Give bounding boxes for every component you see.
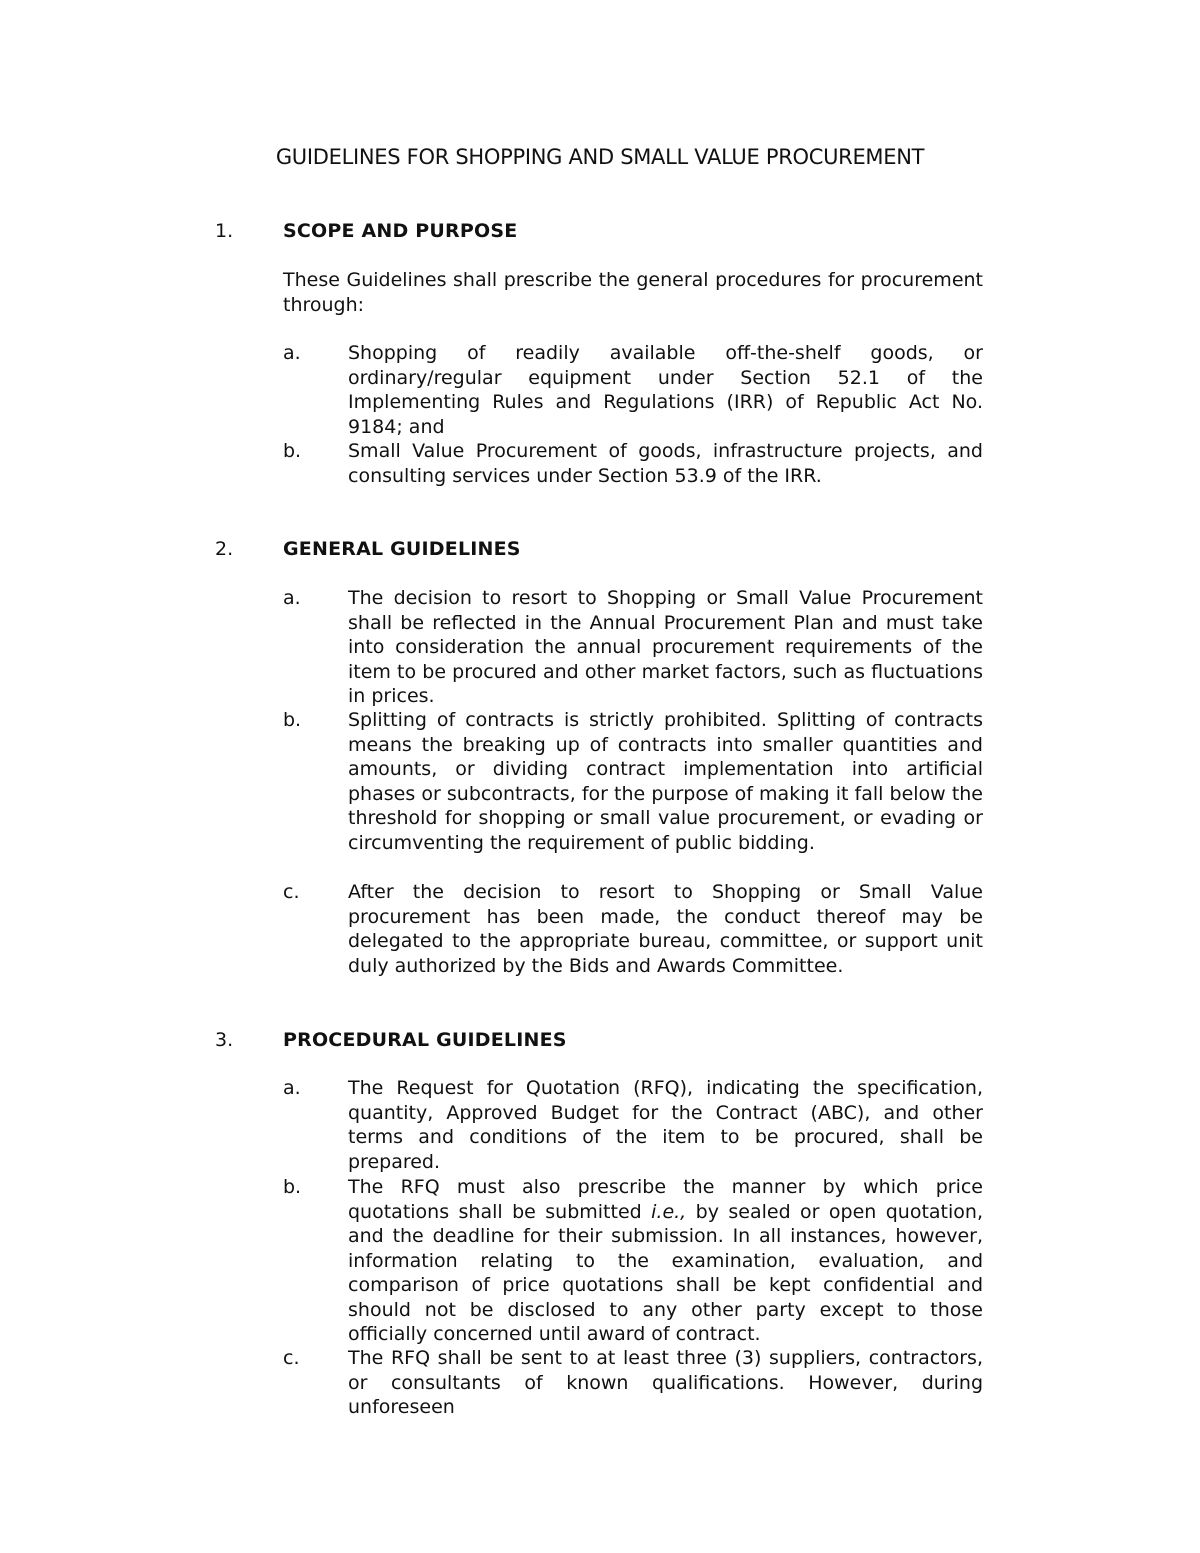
list-item bbox=[283, 586, 983, 709]
item-text: Splitting of contracts is strictly prohibited. Splitting of contracts means the breaking up of contracts into smaller quantities and amounts, or dividing contract implementation into artificial phases or subcontracts, for the purpose of making it fall below the threshold for shopping or small value procurement, or evading or circumventing the requirement of public bidding. bbox=[348, 709, 983, 854]
item-letter: b. bbox=[283, 709, 302, 731]
section-intro: These Guidelines shall prescribe the general procedures for procurement through: bbox=[283, 269, 983, 316]
section-number: 1. bbox=[215, 220, 234, 242]
item-letter: c. bbox=[283, 881, 300, 903]
list-item bbox=[283, 1346, 983, 1420]
list-item bbox=[283, 439, 983, 488]
section-heading: SCOPE AND PURPOSE bbox=[283, 220, 518, 242]
list-item bbox=[283, 708, 983, 855]
list-item bbox=[283, 341, 983, 439]
list-item bbox=[283, 1175, 983, 1347]
item-letter: a. bbox=[283, 1077, 301, 1099]
item-text: After the decision to resort to Shopping or Small Value procurement has been made, the conduct thereof may be delegated to the appropriate bureau, committee, or support unit duly authorized by the Bids and Awards Committee. bbox=[348, 881, 983, 977]
section-number: 2. bbox=[215, 538, 234, 560]
page-title: GUIDELINES FOR SHOPPING AND SMALL VALUE PROCUREMENT bbox=[275, 145, 925, 169]
item-text-part: The RFQ must also prescribe the manner by which price quotations shall be submitted bbox=[348, 1176, 983, 1223]
item-text: Shopping of readily available off-the-shelf goods, or ordinary/regular equipment under Section 52.1 of the Implementing Rules and Regulations (IRR) of Republic Act No. 9184; and bbox=[348, 342, 983, 438]
section-heading: PROCEDURAL GUIDELINES bbox=[283, 1029, 567, 1051]
item-text bbox=[348, 1175, 983, 1347]
item-text: The decision to resort to Shopping or Small Value Procurement shall be reflected in the Annual Procurement Plan and must take into consideration the annual procurement requirements of the item to be procured and other market factors, such as fluctuations in prices. bbox=[348, 587, 983, 707]
section-number: 3. bbox=[215, 1029, 234, 1051]
item-letter: c. bbox=[283, 1347, 300, 1369]
item-letter: b. bbox=[283, 440, 302, 462]
item-text: Small Value Procurement of goods, infrastructure projects, and consulting services under Section 53.9 of the IRR. bbox=[348, 440, 983, 487]
section-heading: GENERAL GUIDELINES bbox=[283, 538, 521, 560]
item-text: The RFQ shall be sent to at least three (3) suppliers, contractors, or consultants of known qualifications. However, during unforeseen bbox=[348, 1347, 983, 1418]
list-item bbox=[283, 1076, 983, 1174]
item-letter: a. bbox=[283, 342, 301, 364]
item-letter: b. bbox=[283, 1176, 302, 1198]
item-text-part: by sealed or open quotation, and the deadline for their submission. In all instances, however, information relating to the examination, evaluation, and comparison of price quotations shall be kept confidential and should not be disclosed to any other party except to those officially concerned until award of contract. bbox=[348, 1200, 983, 1345]
item-letter: a. bbox=[283, 587, 301, 609]
item-text: The Request for Quotation (RFQ), indicating the specification, quantity, Approved Budget for the Contract (ABC), and other terms and conditions of the item to be procured, shall be prepared. bbox=[348, 1077, 983, 1173]
list-item bbox=[283, 880, 983, 978]
item-text-italic: i.e., bbox=[651, 1200, 687, 1223]
